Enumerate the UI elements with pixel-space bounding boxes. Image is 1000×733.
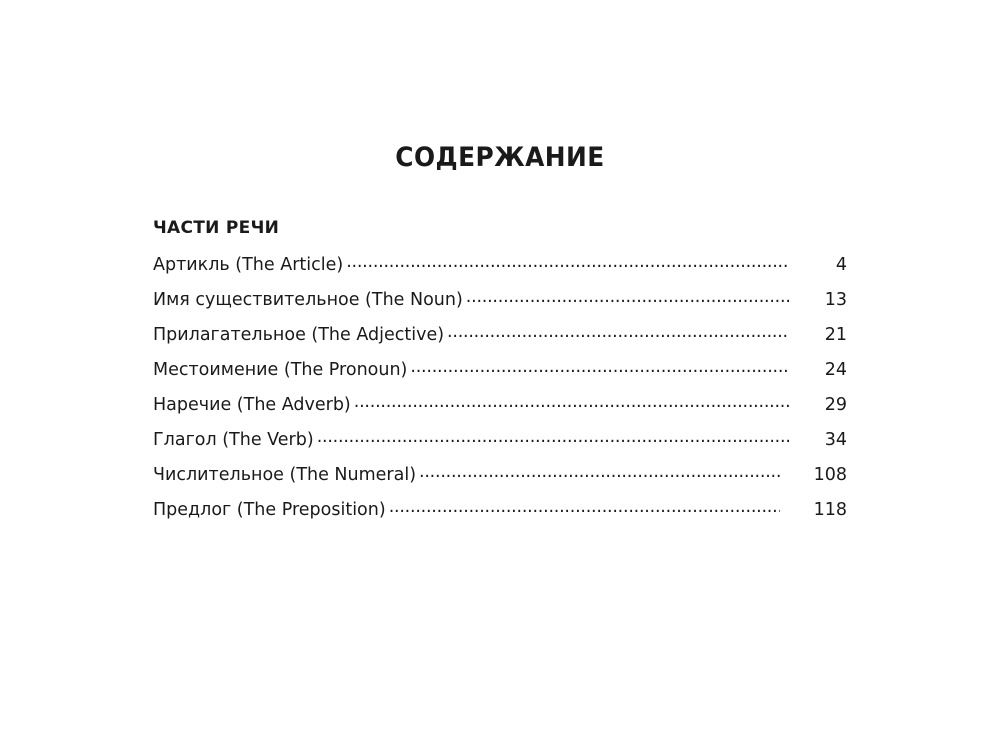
toc-entry-page: 13 [824, 289, 847, 310]
toc-entry-page: 4 [835, 254, 847, 275]
toc-entry-label: Числительное (The Numeral) [153, 464, 417, 485]
dot-leader [389, 497, 780, 515]
toc-entry-page: 34 [824, 429, 847, 450]
toc-entry-page: 24 [824, 359, 847, 380]
dot-leader [346, 252, 789, 270]
toc-entry[interactable] [153, 497, 847, 532]
dot-leader [419, 462, 780, 480]
toc-entry[interactable] [153, 287, 847, 322]
dot-leader [447, 322, 789, 340]
toc-entry-page: 108 [813, 464, 847, 485]
dot-leader [317, 427, 789, 445]
toc-entry-label: Местоимение (The Pronoun) [153, 359, 408, 380]
toc-entry-label: Предлог (The Preposition) [153, 499, 386, 520]
toc-entry-page: 21 [824, 324, 847, 345]
toc-entry-label: Наречие (The Adverb) [153, 394, 351, 415]
toc-entry[interactable] [153, 462, 847, 497]
dot-leader [410, 357, 789, 375]
section-heading: ЧАСТИ РЕЧИ [153, 218, 280, 238]
toc-entry-label: Глагол (The Verb) [153, 429, 314, 450]
toc-entry[interactable] [153, 392, 847, 427]
dot-leader [466, 287, 789, 305]
toc-entry-label: Артикль (The Article) [153, 254, 344, 275]
table-of-contents [153, 252, 847, 532]
toc-entry-label: Прилагательное (The Adjective) [153, 324, 445, 345]
toc-entry[interactable] [153, 427, 847, 462]
dot-leader [354, 392, 789, 410]
toc-entry-label: Имя существительное (The Noun) [153, 289, 463, 310]
toc-entry-page: 118 [813, 499, 847, 520]
toc-entry[interactable] [153, 252, 847, 287]
toc-entry[interactable] [153, 357, 847, 392]
toc-entry[interactable] [153, 322, 847, 357]
toc-entry-page: 29 [824, 394, 847, 415]
page-title: СОДЕРЖАНИЕ [395, 142, 605, 173]
